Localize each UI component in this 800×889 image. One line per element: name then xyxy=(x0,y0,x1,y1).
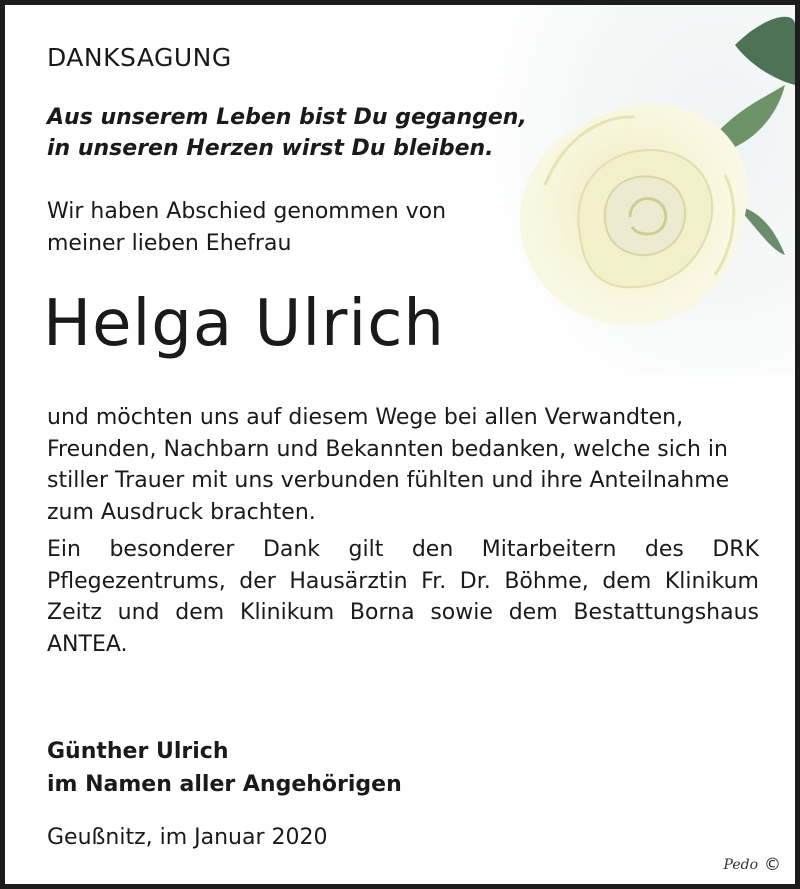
thanks-text xyxy=(47,402,759,682)
white-rose-image xyxy=(485,5,795,375)
page-title: DANKSAGUNG xyxy=(47,43,232,72)
credit-signature: Pedo xyxy=(723,857,758,873)
intro-line: meiner lieben Ehefrau xyxy=(47,231,292,256)
motto-line: Aus unserem Leben bist Du gegangen, xyxy=(47,105,527,130)
special-thanks-paragraph: Ein besonderer Dank gilt den Mitarbeitern des DRK Pflegezentrums, der Hausärztin Fr. Dr. Böhme, dem Klinikum Zeitz und dem Klinikum Borna sowie dem Bestattungshaus ANTEA. xyxy=(47,537,759,657)
intro-text xyxy=(47,196,446,260)
signature-subline: im Namen aller Angehörigen xyxy=(47,772,402,797)
deceased-name: Helga Ulrich xyxy=(43,287,445,361)
signature-name: Günther Ulrich xyxy=(47,739,229,764)
signature xyxy=(47,735,402,801)
intro-line: Wir haben Abschied genommen von xyxy=(47,199,447,224)
memorial-motto xyxy=(47,102,527,164)
designer-credit xyxy=(724,855,781,875)
motto-line: in unseren Herzen wirst Du bleiben. xyxy=(47,136,494,161)
thanks-paragraph: und möchten uns auf diesem Wege bei allen Verwandten, Freunden, Nachbarn und Bekannten bedanken, welche sich in stiller Trauer mit uns verbunden fühlten und ihre Anteilnahme zum Ausdruck brachten. xyxy=(47,405,730,525)
place-date: Geußnitz, im Januar 2020 xyxy=(47,825,328,850)
copyright-icon: © xyxy=(764,855,781,875)
